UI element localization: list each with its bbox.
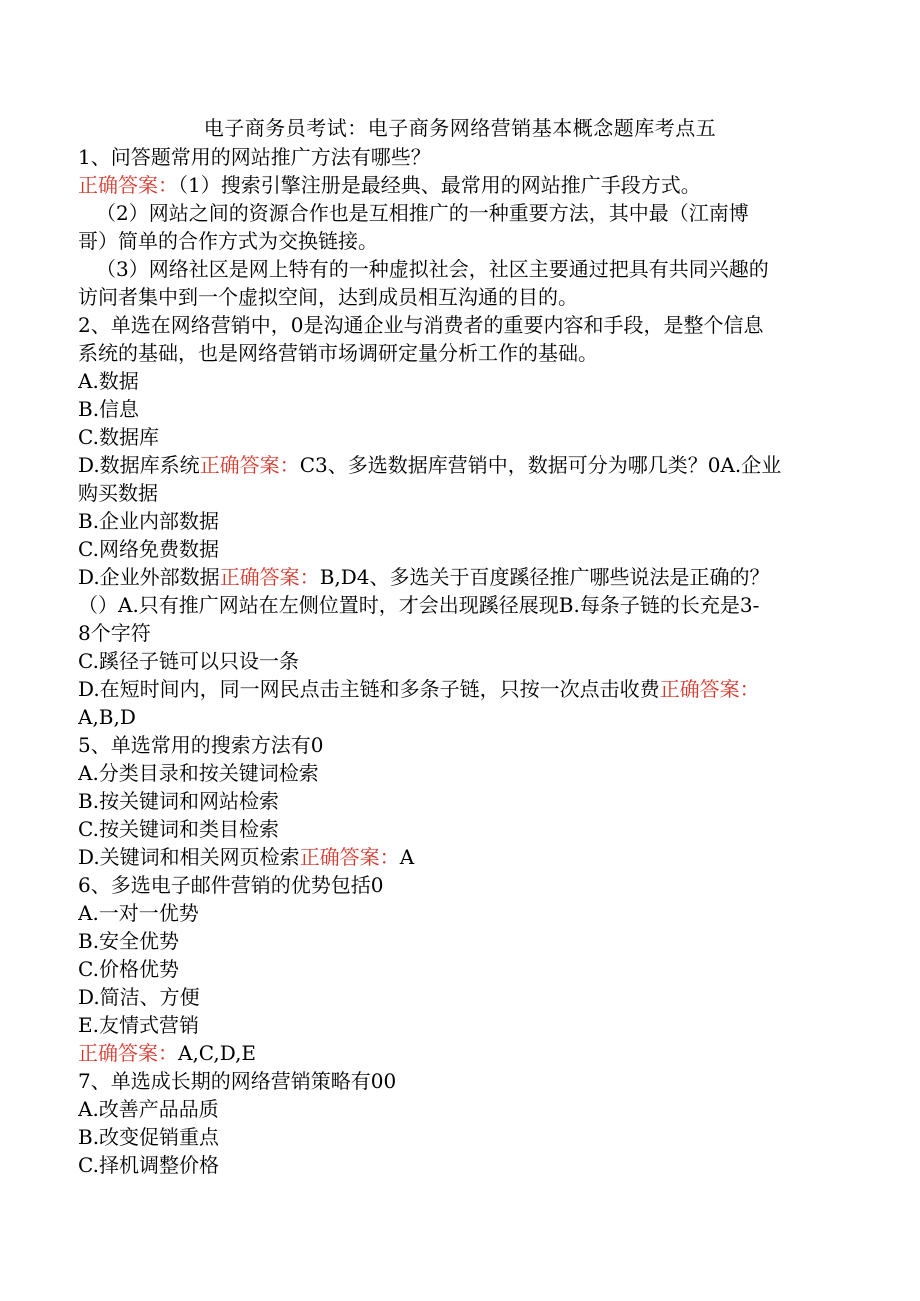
answer-label: 正确答案： xyxy=(659,677,760,701)
option-e: E.友情式营销 xyxy=(78,1013,199,1037)
option-b: B.信息 xyxy=(78,397,140,421)
answer-line: 访问者集中到一个虚拟空间，达到成员相互沟通的目的。 xyxy=(78,285,578,309)
question-7: 7、单选成长期的网络营销策略有00 xyxy=(78,1069,397,1093)
option-b: B.按关键词和网站检索 xyxy=(78,789,280,813)
option-c: C.价格优势 xyxy=(78,957,179,981)
question-list xyxy=(78,143,828,1179)
answer-label: 正确答案： xyxy=(78,173,178,197)
question-4-options-cont: 8个字符 xyxy=(78,621,151,645)
answer-line: 哥）简单的合作方式为交换链接。 xyxy=(78,229,378,253)
question-4-options: （）A.只有推广网站在左侧位置时，才会出现蹊径展现B.每条子链的长充是3- xyxy=(78,593,760,617)
answer-line: 正确答案：A,C,D,E xyxy=(78,1041,257,1065)
answer-line: （2）网站之间的资源合作也是互相推广的一种重要方法，其中最（江南博 xyxy=(96,201,749,225)
answer-line: （3）网络社区是网上特有的一种虚拟社会，社区主要通过把具有共同兴趣的 xyxy=(96,257,769,281)
option-a: A.改善产品品质 xyxy=(78,1097,219,1121)
answer-label: 正确答案： xyxy=(219,565,320,589)
question-5: 5、单选常用的搜索方法有0 xyxy=(78,733,324,757)
option-c: C.网络免费数据 xyxy=(78,537,219,561)
answer-label: 正确答案： xyxy=(78,1041,178,1065)
question-1: 1、问答题常用的网站推广方法有哪些？ xyxy=(78,145,431,169)
option-b: B.改变促销重点 xyxy=(78,1125,220,1149)
option-d: D.企业外部数据正确答案：B,D4、多选关于百度蹊径推广哪些说法是正确的？ xyxy=(78,565,770,589)
document-title: 电子商务员考试：电子商务网络营销基本概念题库考点五 xyxy=(203,116,717,140)
option-a: A.一对一优势 xyxy=(78,901,199,925)
option-b: B.企业内部数据 xyxy=(78,509,220,533)
answer-text: （1）搜索引擎注册是最经典、最常用的网站推广手段方式。 xyxy=(178,173,701,197)
option-b: B.安全优势 xyxy=(78,929,180,953)
option-a-cont: 购买数据 xyxy=(78,481,158,505)
option-d: D.关键词和相关网页检索正确答案：A xyxy=(78,845,415,869)
question-6: 6、多选电子邮件营销的优势包括0 xyxy=(78,873,384,897)
question-2-cont: 系统的基础，也是网络营销市场调研定量分析工作的基础。 xyxy=(78,341,598,365)
option-c: C.数据库 xyxy=(78,425,159,449)
answer-label: 正确答案： xyxy=(299,845,400,869)
option-d: D.简洁、方便 xyxy=(78,985,200,1009)
answer-label: 正确答案： xyxy=(199,453,300,477)
option-d: D.数据库系统正确答案：C3、多选数据库营销中，数据可分为哪几类？0A.企业 xyxy=(78,453,782,477)
option-c: C.蹊径子链可以只设一条 xyxy=(78,649,299,673)
option-a: A.分类目录和按关键词检索 xyxy=(78,761,319,785)
option-c: C.按关键词和类目检索 xyxy=(78,817,279,841)
option-a: A.数据 xyxy=(78,369,139,393)
answer-line xyxy=(78,171,828,199)
option-c: C.择机调整价格 xyxy=(78,1153,219,1177)
option-d: D.在短时间内，同一网民点击主链和多条子链，只按一次点击收费正确答案： xyxy=(78,677,760,701)
question-2: 2、单选在网络营销中，0是沟通企业与消费者的重要内容和手段，是整个信息 xyxy=(78,313,764,337)
answer-value: A,B,D xyxy=(78,705,136,729)
